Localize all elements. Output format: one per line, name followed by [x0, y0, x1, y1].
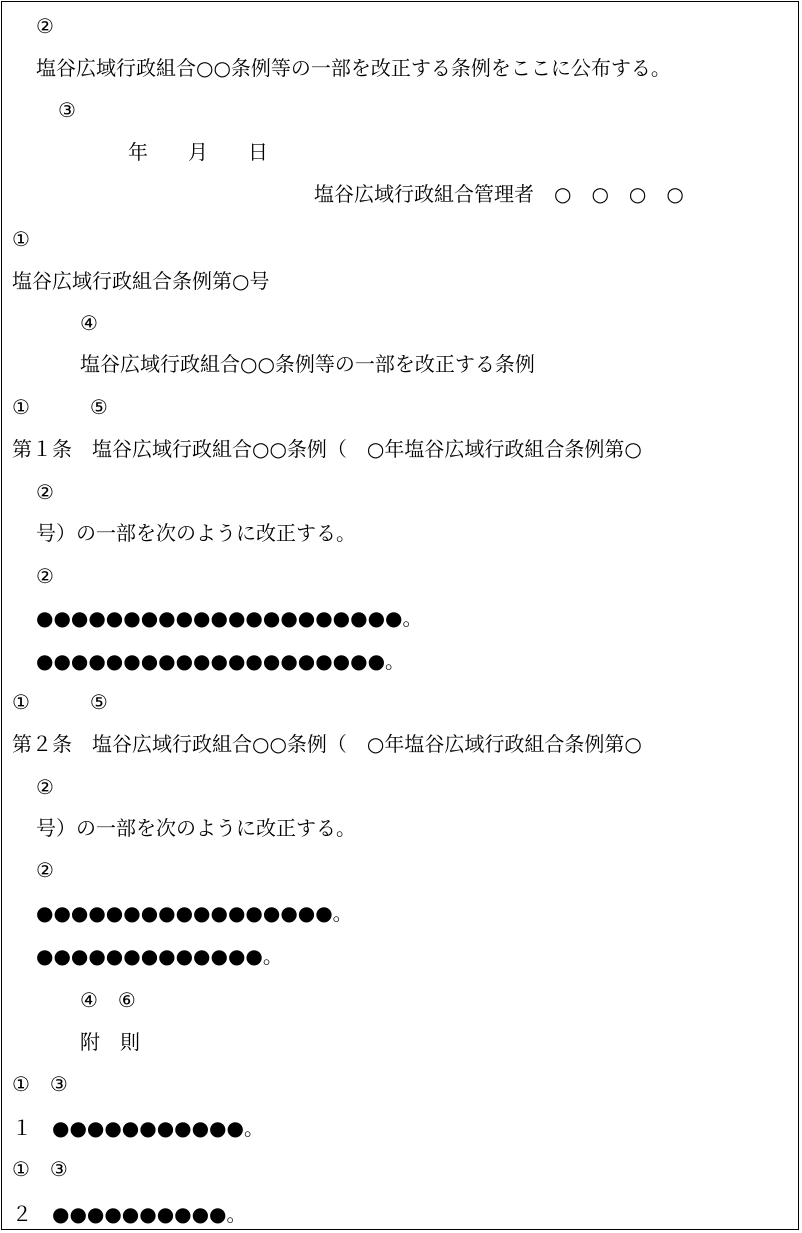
annotation-marker: ① [12, 227, 30, 251]
article-2-text: 号）の一部を次のように改正する。 [36, 816, 356, 840]
supplementary-provisions-heading: 附 則 [80, 1030, 140, 1054]
annotation-marker: ② [36, 564, 54, 588]
placeholder-line: ●●●●●●●●●●●●●●●●●。 [36, 901, 353, 925]
supplementary-item-1: １ ●●●●●●●●●●●。 [12, 1116, 264, 1140]
annotation-marker: ④ [80, 311, 98, 335]
placeholder-line: ●●●●●●●●●●●●●●●●●●●●●。 [36, 606, 423, 630]
placeholder-line: ●●●●●●●●●●●●●●●●●●●●。 [36, 649, 406, 673]
placeholder-line: ●●●●●●●●●●●●●。 [36, 944, 283, 968]
annotation-marker: ② [36, 775, 54, 799]
annotation-marker: ① ③ [12, 1072, 68, 1096]
ordinance-number: 塩谷広域行政組合条例第○号 [12, 269, 270, 293]
annotation-marker: ④ ⑥ [80, 988, 136, 1012]
annotation-marker: ② [36, 14, 54, 38]
article-1-text: 号）の一部を次のように改正する。 [36, 521, 356, 545]
document-frame [1, 1, 799, 1230]
supplementary-item-2: ２ ●●●●●●●●●●。 [12, 1202, 247, 1226]
administrator-signature: 塩谷広域行政組合管理者 ○ ○ ○ ○ [314, 182, 684, 206]
article-1-heading: 第１条 塩谷広域行政組合○○条例（ ○年塩谷広域行政組合条例第○ [12, 437, 642, 461]
annotation-marker: ③ [58, 98, 76, 122]
annotation-marker: ① ⑤ [12, 395, 108, 419]
annotation-marker: ① ⑤ [12, 690, 108, 714]
date-line: 年 月 日 [128, 140, 268, 164]
annotation-marker: ① ③ [12, 1157, 68, 1181]
annotation-marker: ② [36, 858, 54, 882]
annotation-marker: ② [36, 480, 54, 504]
ordinance-title: 塩谷広域行政組合○○条例等の一部を改正する条例 [80, 352, 535, 376]
promulgation-text: 塩谷広域行政組合○○条例等の一部を改正する条例をここに公布する。 [36, 56, 671, 80]
article-2-heading: 第２条 塩谷広域行政組合○○条例（ ○年塩谷広域行政組合条例第○ [12, 732, 642, 756]
